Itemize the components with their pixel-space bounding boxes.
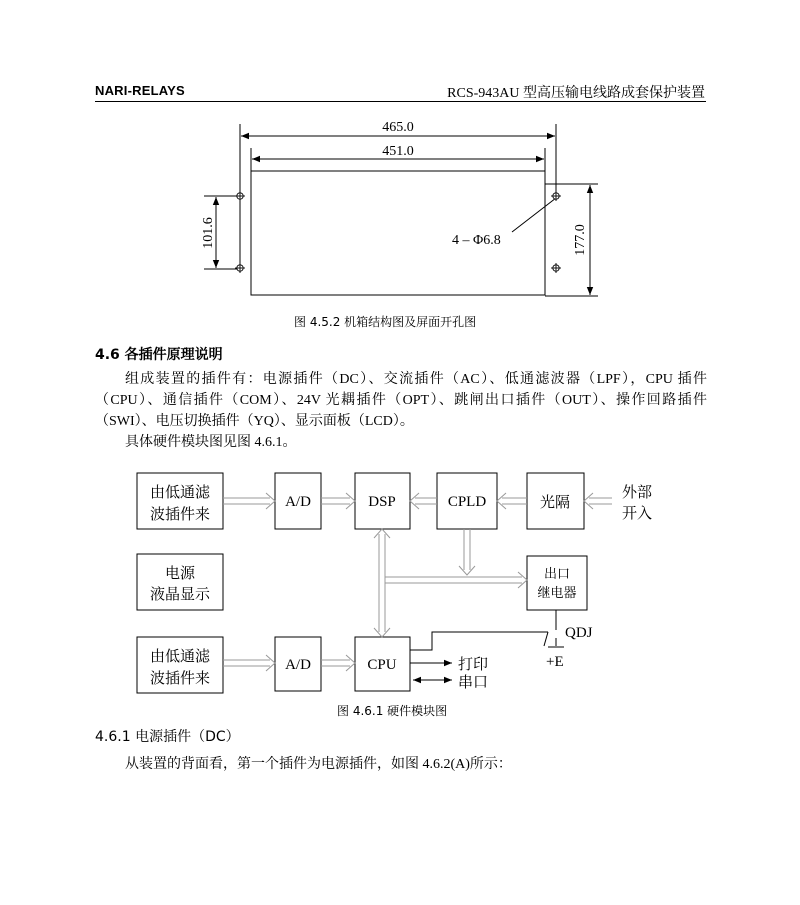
fig461-caption: 图 4.6.1 硬件模块图 <box>337 704 448 718</box>
mount-hole-tr <box>551 191 561 201</box>
print-label: 打印 <box>458 657 489 673</box>
lpf-top-line2: 波插件来 <box>149 507 211 523</box>
bus-cpld-dsp <box>410 493 437 509</box>
dim-177-label: 177.0 <box>573 224 588 256</box>
bus-opto-cpld <box>497 493 527 509</box>
section461-paragraph: 从装置的背面看，第一个插件为电源插件，如图 4.6.2(A)所示： <box>125 757 512 772</box>
plus-e-label: +E <box>546 654 564 670</box>
bus-ad-cpu <box>321 655 355 671</box>
ext-input-line1: 外部 <box>621 485 653 501</box>
lpf-bottom-line1: 由低通滤 <box>149 649 211 665</box>
mount-hole-br <box>551 263 561 273</box>
hardware-block-diagram <box>0 460 800 700</box>
header-title: RCS-943AU 型高压输电线路成套保护装置 <box>447 86 705 101</box>
qdj-contact <box>544 632 548 646</box>
bus-ad-dsp <box>321 493 355 509</box>
cpld-label: CPLD <box>447 494 487 510</box>
serial-label: 串口 <box>458 675 489 691</box>
qdj-label: QDJ <box>565 625 593 641</box>
panel-outline <box>251 171 545 295</box>
mount-hole-bl <box>235 263 245 273</box>
section-heading-4-6-1: 4.6.1 电源插件（DC） <box>95 729 240 745</box>
dsp-label: DSP <box>368 494 396 510</box>
chassis-drawing <box>0 0 800 330</box>
block-output-relay <box>527 556 587 610</box>
hole-leader <box>512 198 556 232</box>
ext-input-line2: 开入 <box>621 506 653 522</box>
ad-top-label: A/D <box>285 494 311 510</box>
ad-bottom-label: A/D <box>285 657 311 673</box>
power-line2: 液晶显示 <box>149 587 211 603</box>
optocoupler-label: 光隔 <box>539 495 571 511</box>
hole-label: 4 – Φ6.8 <box>452 233 501 248</box>
section-heading-4-6: 4.6 各插件原理说明 <box>95 347 223 363</box>
relay-line1: 出口 <box>543 566 571 581</box>
bus-ext-opto <box>584 493 612 509</box>
power-line1: 电源 <box>164 566 196 582</box>
bus-lpf-ad-bottom <box>223 655 275 671</box>
cpu-label: CPU <box>367 657 397 673</box>
bus-cpld-down <box>459 529 475 575</box>
bus-lpf-ad-top <box>223 493 275 509</box>
cpu-to-qdj-line <box>410 632 548 650</box>
header-brand: NARI-RELAYS <box>95 83 185 98</box>
lpf-top-line1: 由低通滤 <box>149 485 211 501</box>
section46-paragraph-2: 具体硬件模块图见图 4.6.1。 <box>125 435 297 450</box>
dim-101-label: 101.6 <box>201 217 216 249</box>
section46-paragraph-1: 组成装置的插件有：电源插件（DC）、交流插件（AC）、低通滤波器（LPF），CPU 插件（CPU）、通信插件（COM）、24V 光耦插件（OPT）、跳闸出口插件（OUT）、操作回路插件（SWI）、电压切换插件（YQ）、显示面板（LCD）。 <box>95 372 707 429</box>
dim-465-label: 465.0 <box>382 120 414 135</box>
bus-to-relay <box>385 572 527 588</box>
mount-hole-tl <box>235 191 245 201</box>
lpf-bottom-line2: 波插件来 <box>149 671 211 687</box>
dim-451-label: 451.0 <box>382 144 414 159</box>
fig452-caption: 图 4.5.2 机箱结构图及屏面开孔图 <box>294 315 477 329</box>
relay-line2: 继电器 <box>537 585 577 600</box>
